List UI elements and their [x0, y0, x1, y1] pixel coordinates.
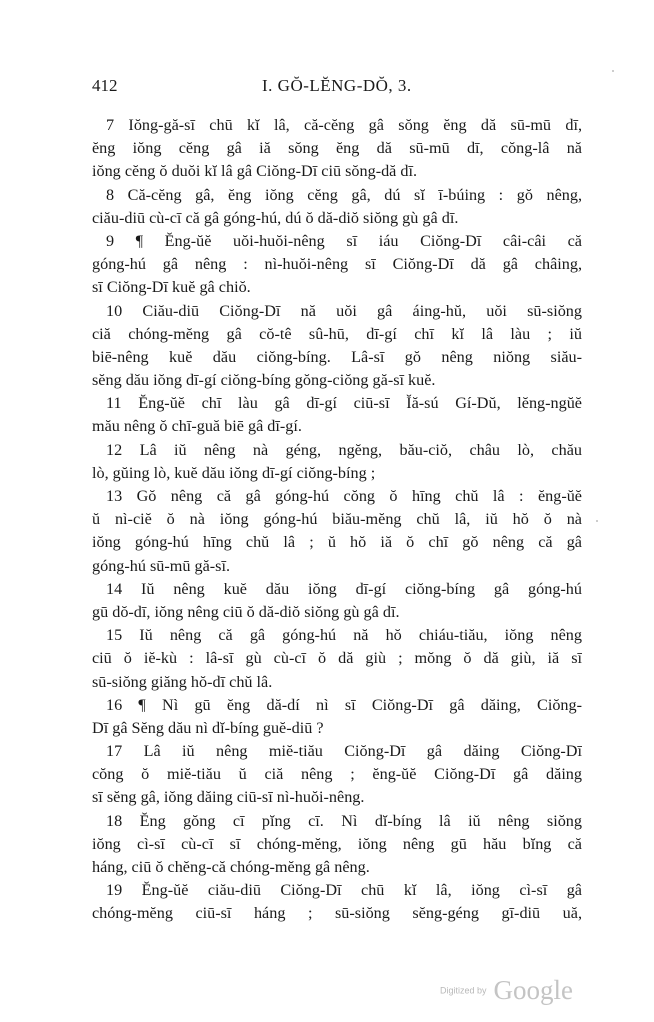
text-line: biē-nêng kuĕ dău ciŏng-bíng. Lâ-sī gŏ nêng niŏng siău-	[92, 347, 582, 366]
text-line: sī sĕng gâ, iŏng dăing ciū-sī nì-huŏi-nêng.	[92, 788, 365, 807]
text-line: ciă chóng-mĕng gâ cŏ-tê sû-hū, dī-gí chī kĭ lâ làu ; iŭ	[92, 324, 582, 343]
verse-start-line: 16 ¶ Nì gū ĕng dă-dí nì sī Ciŏng-Dī gâ dăing, Ciŏng-	[106, 695, 582, 714]
verse-start-line: 12 Lâ iŭ nêng nà géng, ngĕng, bău-ciŏ, châu lò, chău	[106, 440, 582, 459]
verse-start-line: 9 ¶ Ĕng-ŭĕ uŏi-huŏi-nêng sī iáu Ciŏng-Dī câi-câi că	[106, 231, 582, 250]
verse-start-line: 17 Lâ iŭ nêng miĕ-tiău Ciŏng-Dī gâ dăing Ciŏng-Dī	[106, 742, 582, 761]
text-line: háng, ciū ŏ chĕng-că chóng-mĕng gâ nêng.	[92, 858, 370, 876]
watermark-prefix: Digitized by	[440, 985, 487, 996]
text-line: lò, gŭing lò, kuĕ dău iŏng dī-gí ciŏng-bíng ;	[92, 463, 376, 482]
digitized-watermark	[440, 975, 573, 1011]
verse-start-line: 13 Gŏ nêng că gâ góng-hú cŏng ŏ hīng chŭ lâ : ĕng-ŭĕ	[106, 487, 582, 505]
verse-start-line: 7 Iŏng-gă-sī chū kĭ lâ, că-cĕng gâ sŏng ĕng dă sū-mū dī,	[106, 116, 582, 134]
text-line: cŏng ŏ miĕ-tiău ŭ ciă nêng ; ĕng-ŭĕ Ciŏng-Dī gâ dăing	[92, 765, 582, 784]
verse-start-line: 8 Că-cĕng gâ, ĕng iŏng cĕng gâ, dú sĭ ī-búing : gŏ nêng,	[106, 185, 582, 204]
page-header	[92, 76, 574, 102]
text-line: iŏng cì-sī cù-cī sī chóng-mĕng, iŏng nêng gū hău bĭng că	[92, 834, 582, 853]
google-logo: Google	[493, 975, 574, 1005]
text-line: ĕng iŏng cĕng gâ iă sŏng ĕng dă sū-mū dī, cŏng-lâ nă	[92, 139, 582, 158]
text-line: mău nêng ŏ chī-guă biē gâ dī-gí.	[92, 417, 302, 436]
verse-start-line: 11 Ĕng-ŭĕ chī làu gâ dī-gí ciū-sī Ĭă-sú Gí-Dŭ, lĕng-ngŭĕ	[106, 394, 582, 413]
running-title: I. GŎ-LĔNG-DŎ, 3.	[262, 76, 412, 95]
scan-speck	[612, 70, 614, 72]
verse-start-line: 10 Ciău-diū Ciŏng-Dī nă uŏi gâ áing-hŭ, uŏi sū-siŏng	[106, 301, 582, 320]
text-line: gū dŏ-dī, iŏng nêng ciū ŏ dă-diŏ siŏng gù gâ dī.	[92, 602, 400, 621]
scan-speck	[596, 520, 598, 522]
text-line: ciū ŏ iĕ-kù : lâ-sī gù cù-cī ŏ dă giù ; mŏng ŏ dă giù, iă sī	[92, 649, 582, 668]
text-line: ŭ nì-ciĕ ŏ nà iŏng góng-hú biău-mĕng chŭ lâ, iŭ hŏ ŏ nà	[92, 510, 582, 529]
text-line: sĕng dău iŏng dī-gí ciŏng-bíng gŏng-ciŏng gă-sī kuĕ.	[92, 371, 436, 390]
body-text	[92, 114, 582, 926]
verse-start-line: 18 Ĕng gŏng cī pĭng cī. Nì dĭ-bíng lâ iŭ nêng siŏng	[106, 811, 582, 830]
verse-start-line: 19 Ĕng-ŭĕ ciău-diū Ciŏng-Dī chū kĭ lâ, iŏng cì-sī gâ	[106, 881, 582, 900]
text-line: sū-siŏng giăng hŏ-dī chŭ lâ.	[92, 672, 273, 691]
verse-start-line: 15 Iŭ nêng că gâ góng-hú nă hŏ chiáu-tiău, iŏng nêng	[106, 626, 582, 645]
text-line: iŏng góng-hú hīng chŭ lâ ; ŭ hŏ iă ŏ chī gŏ nêng că gâ	[92, 533, 582, 552]
page-number: 412	[92, 76, 118, 95]
text-line: góng-hú sū-mū gă-sī.	[92, 556, 231, 575]
text-line: ciău-diū cù-cī că gâ góng-hú, dú ŏ dă-diŏ siŏng gù gâ dī.	[92, 208, 459, 227]
text-line: sī Ciŏng-Dī kuĕ gâ chiŏ.	[92, 278, 251, 297]
text-line: Dī gâ Sĕng dău nì dĭ-bíng guĕ-diū ?	[92, 718, 324, 737]
text-line: chóng-mĕng ciū-sī háng ; sū-siŏng sĕng-géng gī-diū uă,	[92, 904, 582, 923]
text-line: góng-hú gâ nêng : nì-huŏi-nêng sī Ciŏng-Dī dă gâ châing,	[92, 255, 582, 274]
text-line: iŏng cĕng ŏ duŏi kĭ lâ gâ Ciŏng-Dī ciū sŏng-dă dī.	[92, 162, 418, 181]
verse-start-line: 14 Iŭ nêng kuĕ dău iŏng dī-gí ciŏng-bíng gâ góng-hú	[106, 579, 582, 598]
